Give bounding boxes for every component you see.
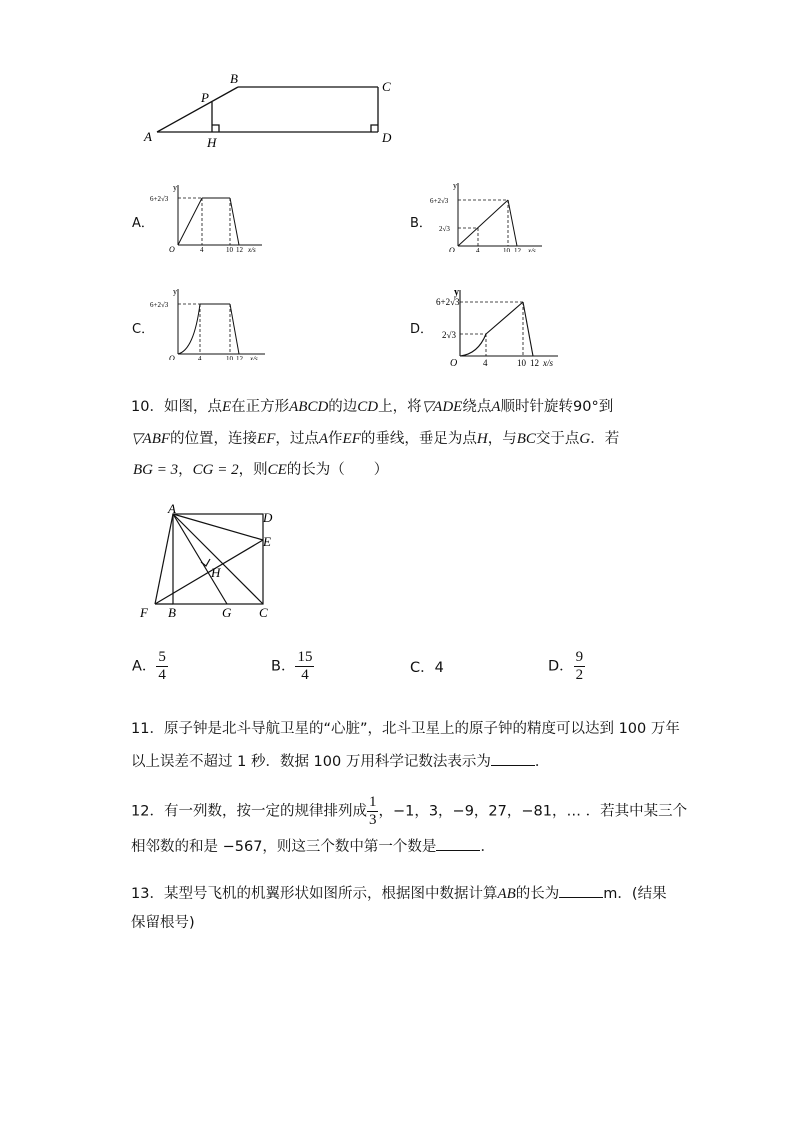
x-axis-label: x/s	[528, 247, 536, 252]
q10-option-d[interactable]: D． $\frac{9}{2}$	[548, 649, 584, 683]
q13-line1: 13．某型号飞机的机翼形状如图所示，根据图中数据计算AB的长为 m．(结果	[131, 883, 667, 903]
graph-line	[230, 304, 239, 354]
right-angle-H	[212, 125, 219, 132]
segment-AF	[155, 514, 173, 604]
q10-line2: ▽ABF的位置，连接EF，过点A作EF的垂线，垂足为点H，与BC交于点G．若	[131, 431, 620, 447]
label-B: B	[168, 605, 176, 620]
q13-answer-blank[interactable]	[559, 883, 603, 898]
trapezoid-figure	[140, 70, 400, 150]
q10-option-a[interactable]: A． $\frac{5}{4}$	[132, 649, 166, 683]
y-top-tick: 6+2√3	[150, 301, 169, 309]
origin-label: O	[169, 245, 175, 252]
label-C: C	[259, 605, 268, 620]
q9-option-d-label: D．	[410, 322, 434, 337]
label-G: G	[222, 605, 232, 620]
q11-line2: 以上误差不超过 1 秒．数据 100 万用科学记数法表示为 ．	[131, 751, 549, 771]
x-tick-10: 10	[503, 247, 510, 252]
graph-line	[458, 200, 508, 246]
q10-option-b[interactable]: B． $\frac{15}{4}$	[271, 649, 313, 683]
label-C: C	[382, 79, 391, 94]
origin-label: O	[450, 358, 458, 369]
x-tick-4: 4	[198, 355, 202, 360]
q9-option-c-graph[interactable]	[150, 284, 275, 360]
x-axis-label: x/s	[250, 355, 258, 360]
q11-answer-blank[interactable]	[491, 751, 535, 766]
y-mid-tick: 2√3	[442, 330, 456, 340]
right-angle-H	[201, 559, 210, 566]
graph-line	[178, 198, 202, 245]
label-E: E	[263, 534, 271, 549]
y-mid-tick: 2√3	[439, 225, 450, 233]
q10-line3: BG = 3，CG = 2，则CE的长为（ ）	[133, 462, 389, 478]
label-H: H	[207, 135, 217, 150]
label-A: A	[168, 502, 176, 516]
q9-option-c-label: C．	[132, 322, 155, 337]
origin-label: O	[169, 354, 175, 360]
graph-curve	[460, 334, 486, 356]
y-axis-label: y	[173, 183, 177, 192]
x-tick-12: 12	[236, 355, 243, 360]
x-tick-4: 4	[200, 246, 204, 252]
q12-answer-blank[interactable]	[436, 836, 480, 851]
x-tick-4: 4	[483, 358, 488, 368]
q10-line1: 10．如图，点E在正方形ABCD的边CD上，将▽ADE绕点A顺时针旋转90°到	[131, 399, 614, 415]
graph-line	[486, 302, 523, 334]
x-tick-4: 4	[476, 247, 480, 252]
y-top-tick: 6+2√3	[436, 297, 460, 307]
y-axis-label: y	[173, 287, 177, 296]
x-tick-12: 12	[530, 358, 539, 368]
x-tick-12: 12	[236, 246, 243, 252]
graph-curve	[178, 304, 200, 354]
label-P: P	[201, 90, 209, 105]
x-tick-10: 10	[226, 355, 233, 360]
q11-line1: 11．原子钟是北斗导航卫星的“心脏”，北斗卫星上的原子钟的精度可以达到 100 万年	[131, 721, 680, 737]
graph-line	[523, 302, 533, 356]
segment-AB	[157, 87, 238, 132]
label-H: H	[211, 565, 221, 580]
right-angle-D	[371, 125, 378, 132]
q10-option-c[interactable]: C．4	[410, 660, 444, 676]
origin-label: O	[449, 246, 455, 252]
graph-line	[230, 198, 239, 245]
x-tick-12: 12	[514, 247, 521, 252]
q9-option-b-graph[interactable]	[430, 178, 550, 252]
q9-option-b-label: B．	[410, 216, 432, 231]
q12-line2: 相邻数的和是 −567，则这三个数中第一个数是 ．	[131, 836, 495, 856]
q9-option-d-graph[interactable]	[430, 284, 570, 372]
label-A: A	[144, 129, 152, 144]
label-F: F	[140, 605, 148, 620]
y-top-tick: 6+2√3	[430, 197, 449, 205]
q9-option-a-graph[interactable]	[150, 180, 270, 252]
y-axis-label: y	[454, 287, 459, 298]
q13-line2: 保留根号)	[131, 915, 195, 931]
label-D: D	[382, 130, 392, 145]
y-axis-label: y	[453, 181, 457, 190]
label-B: B	[230, 71, 238, 86]
x-tick-10: 10	[517, 358, 526, 368]
x-tick-10: 10	[226, 246, 233, 252]
x-axis-label: x/s	[543, 358, 553, 368]
label-D: D	[263, 510, 273, 525]
graph-line	[508, 200, 517, 246]
y-top-tick: 6+2√3	[150, 195, 169, 203]
x-axis-label: x/s	[248, 246, 256, 252]
q9-option-a-label: A．	[132, 216, 154, 231]
q12-line1: 12．有一列数，按一定的规律排列成 $\frac{1}{3}$ ，−1，3，−9，27，−81，… ．若其中某三个	[131, 794, 688, 828]
q10-square-figure	[135, 502, 285, 622]
